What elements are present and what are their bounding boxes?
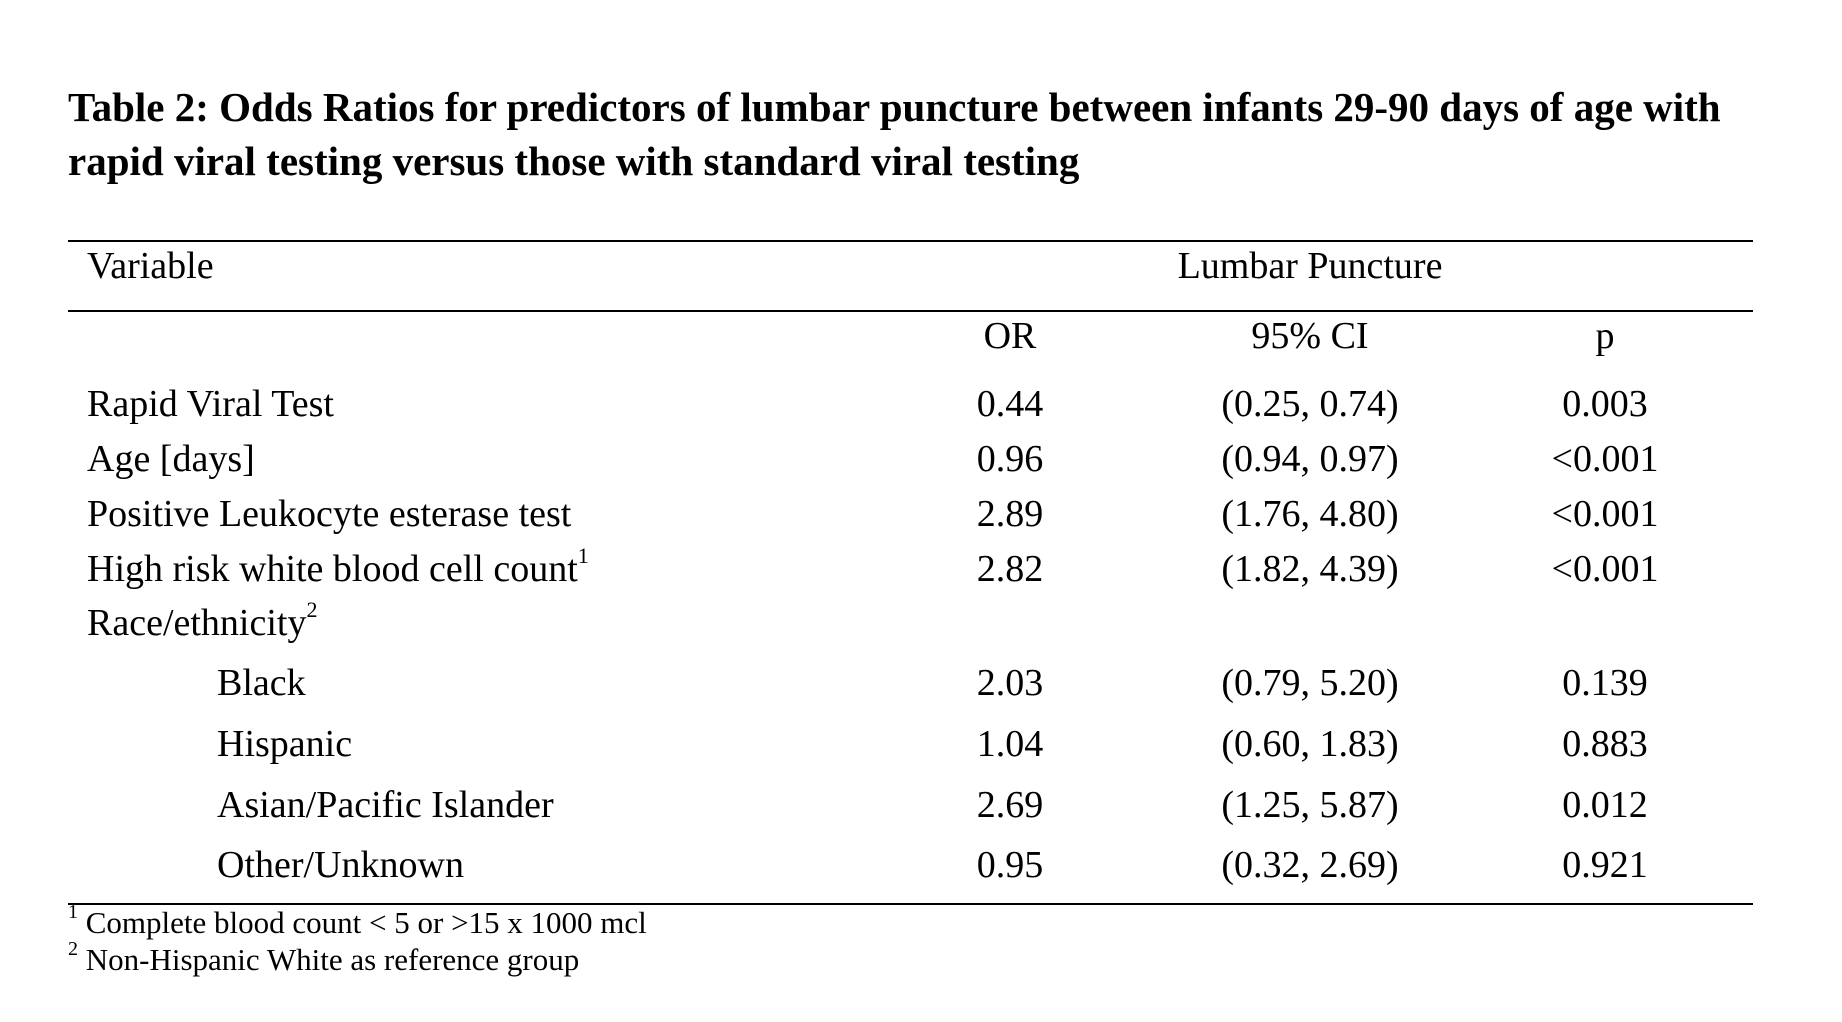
footnote-mark: 2 — [68, 937, 78, 960]
row-p: 0.003 — [1562, 383, 1648, 425]
row-or: 0.95 — [976, 844, 1044, 886]
row-label-asian-pacific-islander: Asian/Pacific Islander — [217, 784, 554, 826]
row-label-black: Black — [217, 662, 306, 704]
row-ci: (1.25, 5.87) — [1221, 784, 1399, 826]
row-label-text: High risk white blood cell count — [87, 548, 578, 590]
row-label-wbc-count — [87, 543, 589, 592]
row-p: <0.001 — [1551, 548, 1659, 590]
row-p: 0.012 — [1562, 784, 1648, 826]
row-p: <0.001 — [1551, 438, 1659, 480]
row-ci: (0.60, 1.83) — [1221, 723, 1399, 765]
table-header-rule — [68, 310, 1753, 312]
row-or: 0.44 — [976, 383, 1044, 425]
row-label-text: Race/ethnicity — [87, 602, 307, 644]
row-ci: (0.32, 2.69) — [1221, 844, 1399, 886]
row-or: 2.89 — [976, 493, 1044, 535]
footnote-text: Non-Hispanic White as reference group — [85, 942, 580, 977]
row-ci: (0.94, 0.97) — [1221, 438, 1399, 480]
row-label-rapid-viral-test: Rapid Viral Test — [87, 383, 334, 425]
table-top-rule — [68, 240, 1753, 242]
ci-header: 95% CI — [1251, 315, 1369, 357]
row-label-other-unknown: Other/Unknown — [217, 844, 464, 886]
row-or: 2.82 — [976, 548, 1044, 590]
lumbar-puncture-header: Lumbar Puncture — [1177, 245, 1443, 287]
row-or: 2.03 — [976, 662, 1044, 704]
row-or: 0.96 — [976, 438, 1044, 480]
row-label-race-ethnicity — [87, 597, 318, 646]
row-ci: (0.79, 5.20) — [1221, 662, 1399, 704]
footnote-text: Complete blood count < 5 or >15 x 1000 mcl — [85, 905, 647, 940]
row-ci: (0.25, 0.74) — [1221, 383, 1399, 425]
footnote-marker: 2 — [306, 597, 318, 623]
row-p: 0.921 — [1562, 844, 1648, 886]
row-or: 2.69 — [976, 784, 1044, 826]
table-title: Table 2: Odds Ratios for predictors of lumbar puncture between infants 29-90 days of age with rapid viral testing versus those with standard viral testing — [68, 84, 1721, 184]
p-header: p — [1595, 315, 1615, 357]
variable-header: Variable — [87, 245, 214, 287]
or-header: OR — [983, 315, 1037, 357]
row-or: 1.04 — [976, 723, 1044, 765]
row-ci: (1.82, 4.39) — [1221, 548, 1399, 590]
row-p: 0.139 — [1562, 662, 1648, 704]
row-p: 0.883 — [1562, 723, 1648, 765]
footnote-mark: 1 — [68, 900, 78, 923]
row-p: <0.001 — [1551, 493, 1659, 535]
footnote-1 — [68, 900, 647, 942]
row-label-leukocyte-esterase: Positive Leukocyte esterase test — [87, 493, 572, 535]
footnote-marker: 1 — [577, 543, 589, 569]
footnote-2 — [68, 937, 580, 979]
row-label-age: Age [days] — [87, 438, 255, 480]
row-label-hispanic: Hispanic — [217, 723, 353, 765]
row-ci: (1.76, 4.80) — [1221, 493, 1399, 535]
